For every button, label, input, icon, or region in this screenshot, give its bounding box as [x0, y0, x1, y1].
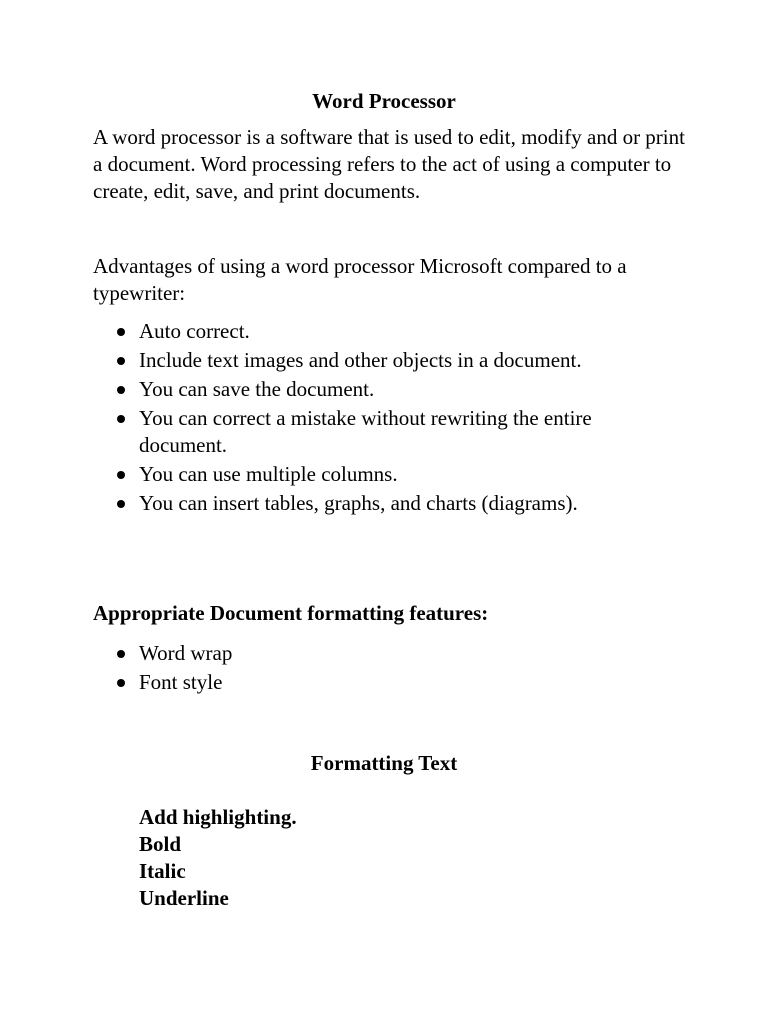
list-item-text: You can use multiple columns. [139, 462, 398, 486]
list-item: Add highlighting. [139, 805, 297, 829]
list-item-text: You can save the document. [139, 377, 375, 401]
list-item-text: Word wrap [139, 641, 233, 665]
list-item-text: Include text images and other objects in a document. [139, 348, 582, 372]
list-item [0, 347, 679, 374]
formatting-text-heading: Formatting Text [310, 751, 458, 775]
formatting-features-list [0, 640, 679, 696]
list-item [0, 405, 659, 459]
bullet-icon [117, 500, 125, 508]
list-item [0, 490, 679, 517]
list-item [0, 318, 679, 345]
bullet-icon [117, 415, 125, 423]
page-title: Word Processor [312, 89, 456, 113]
list-item: Italic [139, 859, 186, 883]
bullet-icon [117, 328, 125, 336]
list-item [0, 669, 679, 696]
bullet-icon [117, 357, 125, 365]
advantages-intro: Advantages of using a word processor Microsoft compared to a typewriter: [93, 254, 627, 305]
bullet-icon [117, 471, 125, 479]
bullet-icon [117, 650, 125, 658]
list-item: Bold [139, 832, 182, 856]
intro-paragraph: A word processor is a software that is used to edit, modify and or print a document. Word processing refers to the act of using a computer to create, edit, save, and print documents. [93, 125, 685, 203]
formatting-features-heading: Appropriate Document formatting features: [93, 601, 489, 625]
list-item-text: You can correct a mistake without rewriting the entire document. [139, 406, 592, 457]
list-item [0, 640, 679, 667]
list-item-text: Auto correct. [139, 319, 250, 343]
bullet-icon [117, 386, 125, 394]
list-item-text: You can insert tables, graphs, and charts (diagrams). [139, 491, 578, 515]
list-item-text: Font style [139, 670, 223, 694]
list-item [0, 376, 679, 403]
list-item [0, 461, 679, 488]
advantages-list [0, 318, 679, 517]
bullet-icon [117, 679, 125, 687]
formatting-text-list [139, 804, 297, 912]
list-item: Underline [139, 886, 229, 910]
